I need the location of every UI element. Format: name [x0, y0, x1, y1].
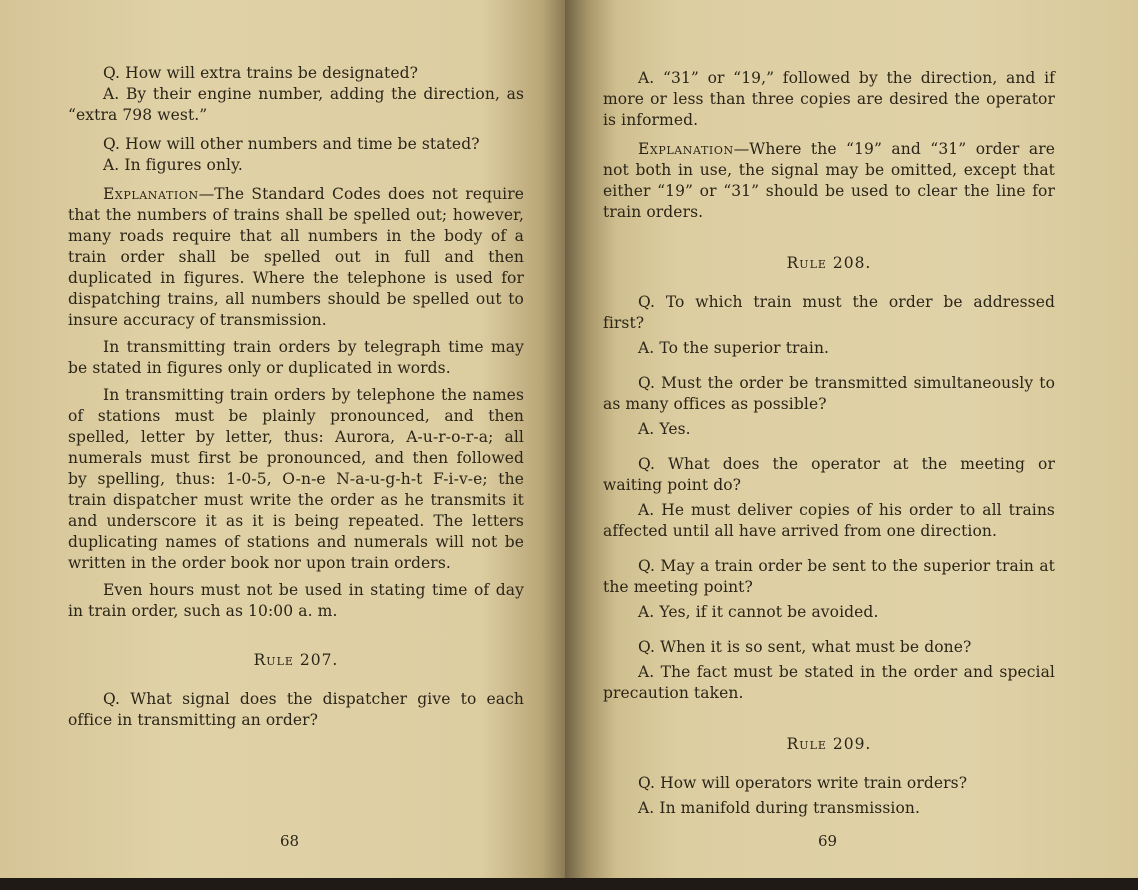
- answer: A. The fact must be stated in the order and special precaution taken.: [603, 663, 1055, 702]
- answer: A. “31” or “19,” followed by the direction, and if more or less than three copies are desired the operator is informed.: [603, 69, 1055, 129]
- question: Q. How will other numbers and time be stated?: [103, 135, 480, 153]
- question: Q. To which train must the order be addressed first?: [603, 293, 1055, 332]
- answer: A. Yes.: [638, 420, 691, 438]
- question: Q. How will operators write train orders?: [638, 774, 968, 792]
- page-number: 69: [818, 832, 838, 850]
- right-page: [565, 0, 1138, 878]
- explanation-text: —Where the “19” and “31” order are not both in use, the signal may be omitted, except that either “19” or “31” should be used to clear the line for train orders.: [603, 140, 1055, 221]
- question: Q. When it is so sent, what must be done?: [638, 638, 972, 656]
- question: Q. What signal does the dispatcher give to each office in transmitting an order?: [68, 690, 524, 729]
- answer: A. In manifold during transmission.: [638, 799, 921, 817]
- answer: A. He must deliver copies of his order to all trains affected until all have arrived from one direction.: [603, 501, 1055, 540]
- right-page-text: [603, 68, 1055, 827]
- page-bottom-edge: [0, 878, 1138, 890]
- explanation-paragraph: [603, 139, 1055, 223]
- question: Q. What does the operator at the meeting or waiting point do?: [603, 455, 1055, 494]
- explanation-label: Explanation: [638, 140, 734, 158]
- left-page-text: [68, 63, 524, 739]
- answer: A. By their engine number, adding the direction, as “extra 798 west.”: [68, 85, 524, 124]
- explanation-text: —The Standard Codes does not require that the numbers of trains shall be spelled out; however, many roads require that all numbers in the body of a train order shall be spelled out in full and then duplicated in figures. Where the telephone is used for dispatching trains, all numbers should be spelled out to insure accuracy of transmission.: [68, 185, 524, 329]
- question: Q. Must the order be transmitted simultaneously to as many offices as possible?: [603, 374, 1055, 413]
- answer: A. To the superior train.: [638, 339, 830, 357]
- rule-heading-209: Rule 209.: [786, 735, 872, 753]
- answer: A. In figures only.: [103, 156, 243, 174]
- body-paragraph: In transmitting train orders by telephone the names of stations must be plainly pronounced, and then spelled, letter by letter, thus: Aurora, A-u-r-o-r-a; all numerals must first be pronounced, and then followed by spelling, thus: 1-0-5, O-n-e N-a-u-g-h-t F-i-v-e; the train dispatcher must write the order as he transmits it and underscore it as it is being repeated. The letters duplicating names of stations and numerals will not be written in the order book nor upon train orders.: [68, 386, 524, 572]
- rule-heading-207: Rule 207.: [253, 651, 339, 669]
- explanation-paragraph: [68, 184, 524, 331]
- body-paragraph: Even hours must not be used in stating time of day in train order, such as 10:00 a. m.: [68, 581, 524, 620]
- rule-heading-208: Rule 208.: [786, 254, 872, 272]
- left-page: [0, 0, 565, 878]
- question: Q. May a train order be sent to the superior train at the meeting point?: [603, 557, 1055, 596]
- answer: A. Yes, if it cannot be avoided.: [638, 603, 879, 621]
- page-number: 68: [280, 832, 300, 850]
- question: Q. How will extra trains be designated?: [103, 64, 419, 82]
- explanation-label: Explanation: [103, 185, 199, 203]
- body-paragraph: In transmitting train orders by telegraph time may be stated in figures only or duplicated in words.: [68, 338, 524, 377]
